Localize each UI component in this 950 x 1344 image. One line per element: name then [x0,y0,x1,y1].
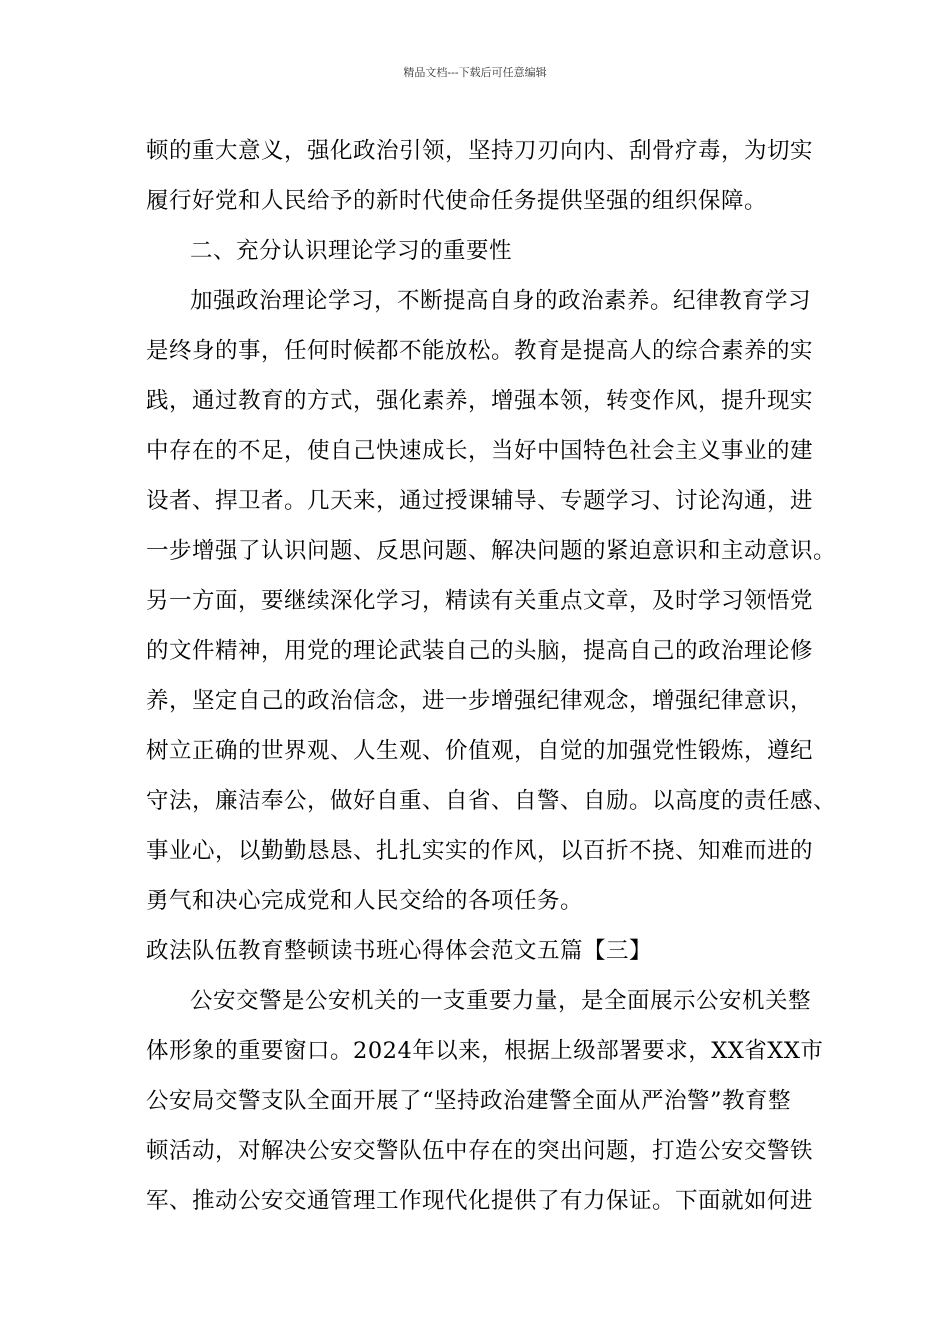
text-line: 顿活动，对解决公安交警队伍中存在的突出问题，打造公安交警铁 [146,1138,814,1164]
text-line: 事业心，以勤勤恳恳、扎扎实实的作风，以百折不挠、知难而进的 [146,838,814,864]
text-line: 设者、捍卫者。几天来，通过授课辅导、专题学习、讨论沟通，进 [146,488,814,514]
text-line: 另一方面，要继续深化学习，精读有关重点文章，及时学习领悟党 [146,588,814,614]
text-line: 养，坚定自己的政治信念，进一步增强纪律观念，增强纪律意识， [146,688,814,714]
text-line: 履行好党和人民给予的新时代使命任务提供坚强的组织保障。 [146,188,768,214]
text-line: 公安局交警支队全面开展了“坚持政治建警全面从严治警”教育整 [146,1088,792,1114]
text-line: 体形象的重要窗口。2024年以来，根据上级部署要求，XX省XX市 [146,1038,824,1064]
text-line: 是终身的事，任何时候都不能放松。教育是提高人的综合素养的实 [146,338,814,364]
text-line: 顿的重大意义，强化政治引领，坚持刀刃向内、刮骨疗毒，为切实 [146,138,814,164]
text-line: 一步增强了认识问题、反思问题、解决问题的紧迫意识和主动意识。 [146,538,837,564]
text-line: 勇气和决心完成党和人民交给的各项任务。 [146,888,584,914]
page-header: 精品文档---下载后可任意编辑 [403,66,547,79]
text-line: 树立正确的世界观、人生观、价值观，自觉的加强党性锻炼，遵纪 [146,738,814,764]
text-line: 的文件精神，用党的理论武装自己的头脑，提高自己的政治理论修 [146,638,814,664]
text-line: 践，通过教育的方式，强化素养，增强本领，转变作风，提升现实 [146,388,814,414]
article-title: 政法队伍教育整顿读书班心得体会范文五篇【三】 [146,938,653,964]
text-line: 加强政治理论学习，不断提高自身的政治素养。纪律教育学习 [190,288,812,314]
text-line: 守法，廉洁奉公，做好自重、自省、自警、自励。以高度的责任感、 [146,788,837,814]
text-line: 中存在的不足，使自己快速成长，当好中国特色社会主义事业的建 [146,438,814,464]
section-heading: 二、充分认识理论学习的重要性 [190,238,513,264]
text-line: 公安交警是公安机关的一支重要力量，是全面展示公安机关整 [190,988,812,1014]
text-line: 军、推动公安交通管理工作现代化提供了有力保证。下面就如何进 [146,1188,814,1214]
